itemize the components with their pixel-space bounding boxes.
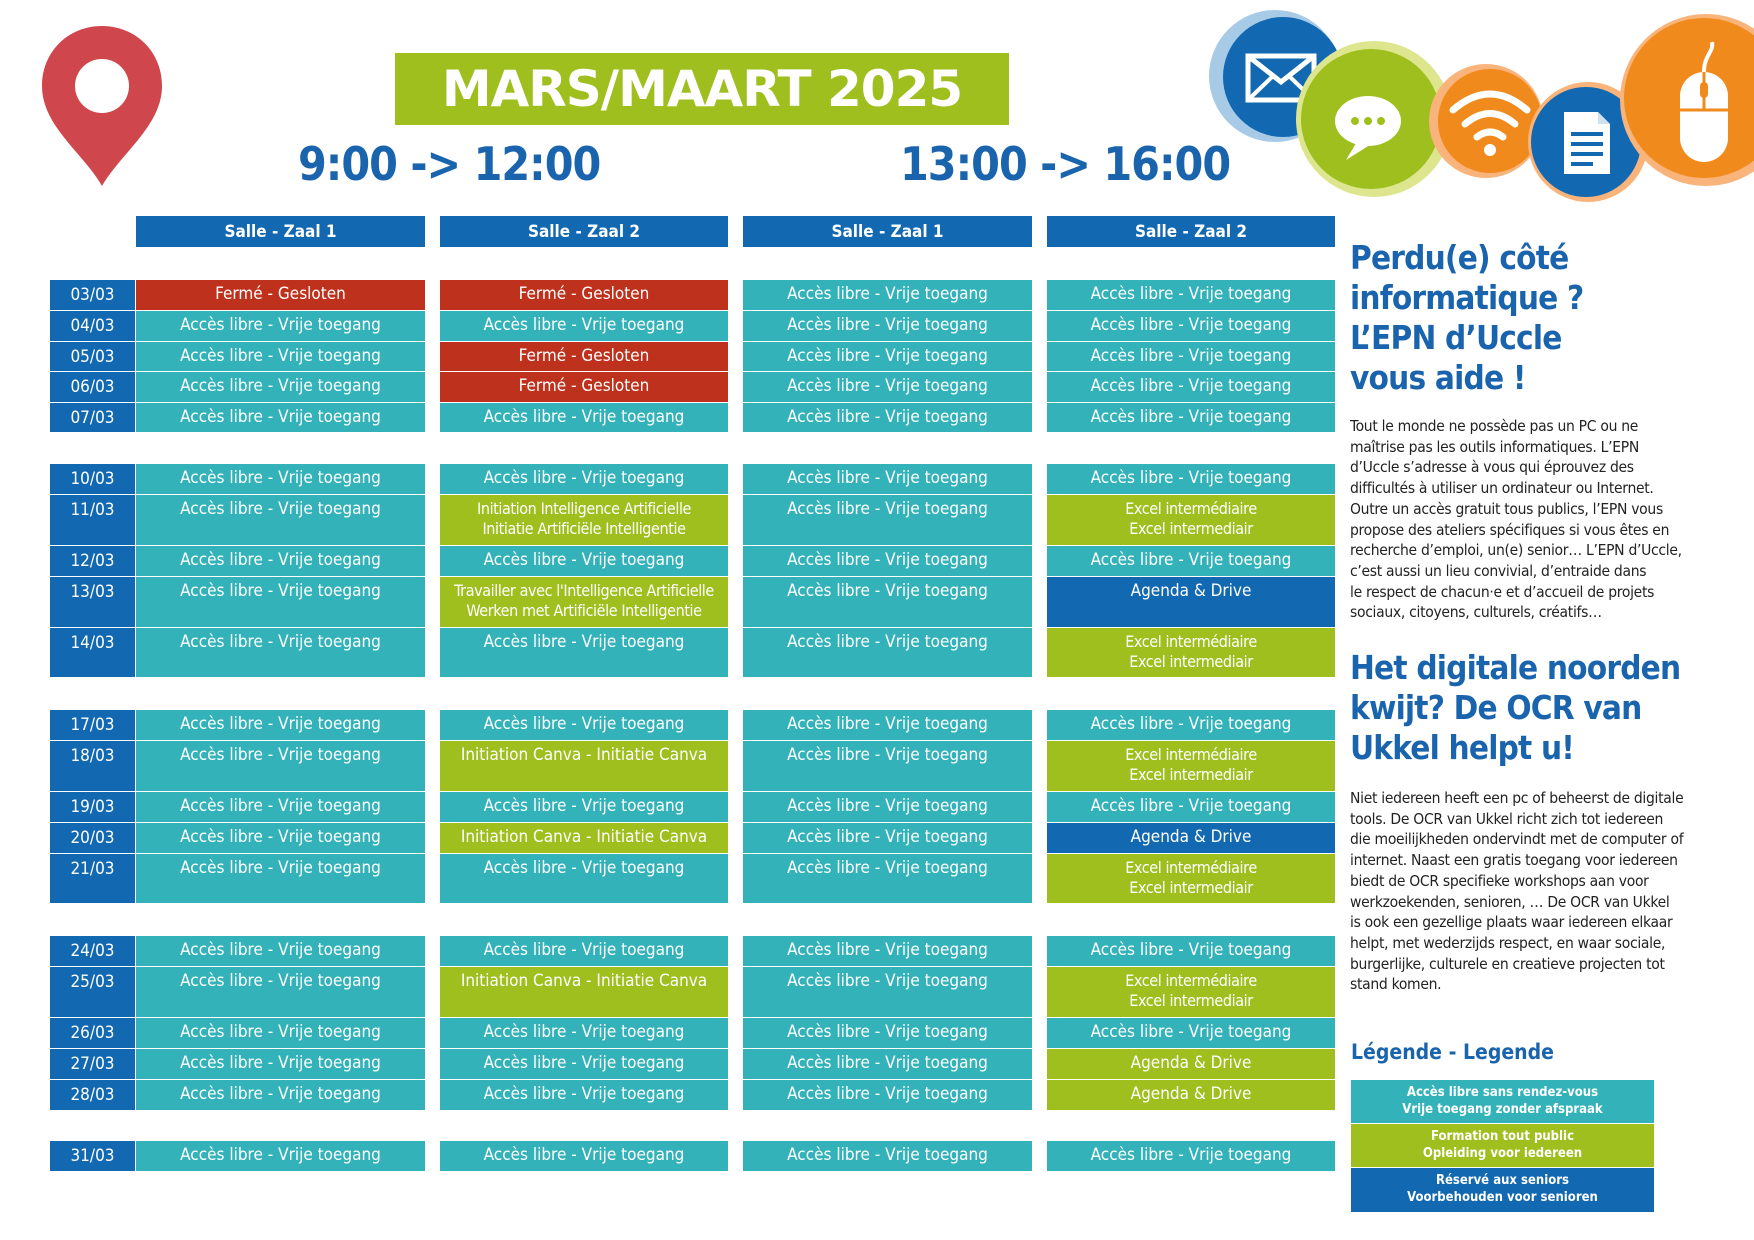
schedule-cell-libre xyxy=(743,710,1032,740)
schedule-cell-line: Excel intermédiaire xyxy=(1125,745,1257,764)
schedule-cell-line: Accès libre - Vrije toegang xyxy=(180,714,381,734)
schedule-cell-libre xyxy=(1047,936,1335,966)
info-fr-line: d’Uccle s’adresse à vous qui éprouvez des xyxy=(1350,458,1634,477)
schedule-cell-line: Accès libre - Vrije toegang xyxy=(180,858,381,878)
page-title: MARS/MAART 2025 xyxy=(395,53,1009,125)
schedule-cell-line: Accès libre - Vrije toegang xyxy=(787,745,988,765)
schedule-cell-libre xyxy=(136,936,425,966)
info-nl-line: is ook een gezellige plaats waar iedereen elkaar xyxy=(1350,913,1673,932)
schedule-cell-libre xyxy=(136,311,425,341)
date-cell: 07/03 xyxy=(50,403,135,432)
schedule-cell-libre xyxy=(440,311,728,341)
schedule-cell-libre xyxy=(743,854,1032,903)
schedule-cell-libre xyxy=(440,1018,728,1048)
schedule-cell-line: Accès libre - Vrije toegang xyxy=(1090,940,1292,960)
schedule-cell-libre xyxy=(743,546,1032,576)
info-nl-heading-line: Ukkel helpt u! xyxy=(1350,728,1575,767)
schedule-cell-formation xyxy=(440,823,728,853)
schedule-cell-line: Fermé - Gesloten xyxy=(518,284,650,304)
schedule-cell-libre xyxy=(136,854,425,903)
legend-libre-line1: Accès libre sans rendez-vous xyxy=(1406,1085,1599,1100)
info-fr-heading-line: informatique ? xyxy=(1350,278,1584,317)
schedule-cell-formation xyxy=(1047,741,1335,791)
schedule-cell-line: Werken met Artificiële Intelligentie xyxy=(466,601,702,620)
schedule-cell-line: Accès libre - Vrije toegang xyxy=(787,858,988,878)
schedule-cell-line: Agenda & Drive xyxy=(1130,1053,1252,1073)
schedule-cell-libre xyxy=(743,495,1032,545)
speech-bubble-icon xyxy=(1296,41,1452,197)
schedule-cell-line: Accès libre - Vrije toegang xyxy=(787,581,988,601)
column-header-morning-room2: Salle - Zaal 2 xyxy=(440,216,728,247)
schedule-cell-libre xyxy=(1047,403,1335,432)
schedule-cell-libre xyxy=(440,1049,728,1079)
info-fr-line: Outre un accès gratuit tous publics, l’EPN vous xyxy=(1350,499,1663,518)
schedule-cell-line: Accès libre - Vrije toegang xyxy=(1090,468,1292,488)
schedule-cell-line: Accès libre - Vrije toegang xyxy=(180,796,381,816)
schedule-cell-line: Accès libre - Vrije toegang xyxy=(787,346,988,366)
schedule-cell-formation xyxy=(440,495,728,545)
schedule-cell-libre xyxy=(1047,792,1335,822)
legend-libre-line2: Vrije toegang zonder afspraak xyxy=(1402,1102,1603,1117)
schedule-cell-line: Excel intermediair xyxy=(1129,991,1253,1010)
schedule-cell-line: Excel intermédiaire xyxy=(1125,858,1257,877)
date-cell: 11/03 xyxy=(50,495,135,545)
schedule-cell-line: Agenda & Drive xyxy=(1130,827,1252,847)
schedule-cell-libre xyxy=(136,372,425,402)
schedule-cell-formation xyxy=(1047,1080,1335,1110)
schedule-cell-line: Initiation Canva - Initiatie Canva xyxy=(460,971,708,991)
schedule-cell-libre xyxy=(440,1141,728,1171)
schedule-cell-line: Fermé - Gesloten xyxy=(518,376,650,396)
info-nl-heading-line: Het digitale noorden xyxy=(1350,648,1681,687)
info-fr-heading-line: vous aide ! xyxy=(1350,358,1526,397)
schedule-cell-line: Excel intermediair xyxy=(1129,878,1253,897)
date-cell: 03/03 xyxy=(50,280,135,310)
schedule-cell-formation xyxy=(440,741,728,791)
info-nl-heading-line: kwijt? De OCR van xyxy=(1350,688,1642,727)
schedule-cell-libre xyxy=(743,311,1032,341)
info-fr-line: maîtrise pas les outils informatiques. L’EPN xyxy=(1350,437,1639,456)
schedule-cell-libre xyxy=(136,628,425,677)
legend-formation-line2: Opleiding voor iedereen xyxy=(1422,1146,1583,1161)
date-cell: 24/03 xyxy=(50,936,135,966)
schedule-cell-libre xyxy=(136,495,425,545)
schedule-cell-libre xyxy=(136,1049,425,1079)
schedule-cell-line: Accès libre - Vrije toegang xyxy=(180,407,381,427)
wifi-icon xyxy=(1429,64,1543,178)
info-fr-heading xyxy=(1350,238,1720,398)
schedule-cell-line: Accès libre - Vrije toegang xyxy=(180,940,381,960)
date-cell: 25/03 xyxy=(50,967,135,1017)
date-cell: 04/03 xyxy=(50,311,135,341)
schedule-cell-libre xyxy=(136,1141,425,1171)
schedule-cell-line: Accès libre - Vrije toegang xyxy=(180,376,381,396)
schedule-cell-line: Excel intermediair xyxy=(1129,765,1253,784)
schedule-cell-line: Accès libre - Vrije toegang xyxy=(180,1084,381,1104)
schedule-cell-line: Accès libre - Vrije toegang xyxy=(483,1053,685,1073)
schedule-cell-line: Accès libre - Vrije toegang xyxy=(787,827,988,847)
schedule-cell-line: Accès libre - Vrije toegang xyxy=(787,796,988,816)
schedule-cell-libre xyxy=(1047,546,1335,576)
schedule-cell-libre xyxy=(743,1018,1032,1048)
info-fr-section xyxy=(1350,238,1720,623)
info-fr-line: difficultés à utiliser un ordinateur ou Internet. xyxy=(1350,479,1654,498)
schedule-cell-line: Accès libre - Vrije toegang xyxy=(787,1022,988,1042)
schedule-cell-line: Accès libre - Vrije toegang xyxy=(787,376,988,396)
date-cell: 19/03 xyxy=(50,792,135,822)
schedule-cell-libre xyxy=(440,710,728,740)
legend-senior-line2: Voorbehouden voor senioren xyxy=(1407,1190,1598,1205)
schedule-cell-libre xyxy=(743,741,1032,791)
schedule-cell-line: Accès libre - Vrije toegang xyxy=(483,796,685,816)
schedule-cell-line: Accès libre - Vrije toegang xyxy=(180,632,381,652)
date-cell: 21/03 xyxy=(50,854,135,903)
schedule-cell-libre xyxy=(440,854,728,903)
schedule-cell-libre xyxy=(743,464,1032,494)
schedule-cell-libre xyxy=(440,1080,728,1110)
schedule-cell-libre xyxy=(136,710,425,740)
schedule-cell-libre xyxy=(743,372,1032,402)
schedule-cell-libre xyxy=(440,546,728,576)
schedule-cell-line: Accès libre - Vrije toegang xyxy=(180,827,381,847)
schedule-cell-formation xyxy=(440,967,728,1017)
schedule-cell-senior xyxy=(1047,823,1335,853)
date-cell: 06/03 xyxy=(50,372,135,402)
schedule-cell-line: Fermé - Gesloten xyxy=(518,346,650,366)
info-nl-line: burgerlijke, culturele en creatieve projecten tot xyxy=(1350,954,1665,973)
date-cell: 28/03 xyxy=(50,1080,135,1110)
schedule-cell-libre xyxy=(743,280,1032,310)
info-fr-line: propose des ateliers spécifiques si vous êtes en xyxy=(1350,520,1670,539)
schedule-cell-libre xyxy=(743,792,1032,822)
schedule-cell-line: Accès libre - Vrije toegang xyxy=(787,632,988,652)
schedule-cell-line: Initiation Intelligence Artificielle xyxy=(477,499,691,518)
schedule-cell-closed xyxy=(440,280,728,310)
schedule-cell-line: Accès libre - Vrije toegang xyxy=(787,468,988,488)
schedule-cell-line: Accès libre - Vrije toegang xyxy=(1090,550,1292,570)
legend-formation-line1: Formation tout public xyxy=(1430,1129,1574,1144)
schedule-cell-line: Excel intermédiaire xyxy=(1125,499,1257,518)
date-cell: 27/03 xyxy=(50,1049,135,1079)
schedule-cell-line: Accès libre - Vrije toegang xyxy=(180,499,381,519)
info-fr-heading-line: Perdu(e) côté xyxy=(1350,238,1569,277)
column-header-afternoon-room2: Salle - Zaal 2 xyxy=(1047,216,1335,247)
date-cell: 14/03 xyxy=(50,628,135,677)
schedule-cell-line: Fermé - Gesloten xyxy=(215,284,346,304)
info-nl-paragraph xyxy=(1350,788,1720,995)
morning-time-range: 9:00 -> 12:00 xyxy=(298,137,601,191)
contact-icons-cluster xyxy=(1208,0,1754,210)
schedule-cell-libre xyxy=(136,792,425,822)
schedule-cell-line: Initiation Canva - Initiatie Canva xyxy=(460,745,708,765)
schedule-cell-line: Accès libre - Vrije toegang xyxy=(787,940,988,960)
date-cell: 13/03 xyxy=(50,577,135,627)
schedule-cell-line: Accès libre - Vrije toegang xyxy=(787,1053,988,1073)
schedule-cell-line: Accès libre - Vrije toegang xyxy=(787,284,988,304)
schedule-cell-line: Excel intermediair xyxy=(1129,652,1253,671)
info-nl-heading xyxy=(1350,648,1720,768)
schedule-cell-line: Accès libre - Vrije toegang xyxy=(180,1022,381,1042)
schedule-cell-line: Accès libre - Vrije toegang xyxy=(787,971,988,991)
schedule-cell-libre xyxy=(136,741,425,791)
info-nl-line: stand komen. xyxy=(1350,975,1442,994)
schedule-cell-formation xyxy=(1047,854,1335,903)
schedule-cell-line: Accès libre - Vrije toegang xyxy=(787,714,988,734)
afternoon-time-range: 13:00 -> 16:00 xyxy=(900,137,1231,191)
schedule-cell-line: Agenda & Drive xyxy=(1130,1084,1252,1104)
schedule-cell-line: Travailler avec l'Intelligence Artificielle xyxy=(454,581,714,600)
schedule-cell-line: Accès libre - Vrije toegang xyxy=(1090,714,1292,734)
schedule-cell-line: Accès libre - Vrije toegang xyxy=(483,550,685,570)
date-cell: 20/03 xyxy=(50,823,135,853)
schedule-cell-libre xyxy=(136,577,425,627)
date-cell: 26/03 xyxy=(50,1018,135,1048)
schedule-cell-libre xyxy=(1047,311,1335,341)
schedule-cell-line: Excel intermediair xyxy=(1129,519,1253,538)
schedule-cell-libre xyxy=(743,1080,1032,1110)
schedule-cell-libre xyxy=(136,1018,425,1048)
schedule-cell-line: Accès libre - Vrije toegang xyxy=(483,1022,685,1042)
schedule-cell-libre xyxy=(1047,342,1335,371)
info-fr-line: le respect de chacun·e et d’accueil de projets xyxy=(1350,582,1655,601)
info-nl-line: internet. Naast een gratis toegang voor iedereen xyxy=(1350,851,1678,870)
schedule-cell-line: Accès libre - Vrije toegang xyxy=(1090,284,1292,304)
info-fr-paragraph xyxy=(1350,416,1720,623)
schedule-cell-libre xyxy=(440,936,728,966)
schedule-cell-libre xyxy=(743,403,1032,432)
date-cell: 10/03 xyxy=(50,464,135,494)
schedule-cell-line: Accès libre - Vrije toegang xyxy=(787,1145,988,1165)
schedule-cell-line: Accès libre - Vrije toegang xyxy=(1090,346,1292,366)
info-nl-line: helpt, met wederzijds respect, en waar sociale, xyxy=(1350,933,1666,952)
schedule-cell-line: Accès libre - Vrije toegang xyxy=(180,971,381,991)
location-pin-icon xyxy=(42,26,162,188)
schedule-cell-line: Initiation Canva - Initiatie Canva xyxy=(460,827,708,847)
schedule-cell-line: Accès libre - Vrije toegang xyxy=(787,550,988,570)
schedule-cell-line: Accès libre - Vrije toegang xyxy=(483,632,685,652)
legend-title: Légende - Legende xyxy=(1351,1040,1554,1064)
schedule-cell-line: Accès libre - Vrije toegang xyxy=(180,346,381,366)
column-header-morning-room1: Salle - Zaal 1 xyxy=(136,216,425,247)
info-fr-heading-line: L’EPN d’Uccle xyxy=(1350,318,1562,357)
schedule-cell-line: Accès libre - Vrije toegang xyxy=(1090,407,1292,427)
schedule-cell-line: Accès libre - Vrije toegang xyxy=(483,407,685,427)
schedule-cell-closed xyxy=(136,280,425,310)
schedule-cell-line: Accès libre - Vrije toegang xyxy=(180,468,381,488)
schedule-cell-line: Accès libre - Vrije toegang xyxy=(180,1145,381,1165)
date-cell: 18/03 xyxy=(50,741,135,791)
info-fr-line: c’est aussi un lieu convivial, d’entraide dans xyxy=(1350,561,1647,580)
legend-senior-line1: Réservé aux seniors xyxy=(1435,1173,1570,1188)
schedule-cell-line: Accès libre - Vrije toegang xyxy=(483,714,685,734)
schedule-cell-line: Accès libre - Vrije toegang xyxy=(1090,376,1292,396)
schedule-cell-libre xyxy=(136,464,425,494)
schedule-cell-libre xyxy=(440,403,728,432)
legend-item-libre xyxy=(1351,1080,1654,1123)
schedule-cell-line: Accès libre - Vrije toegang xyxy=(483,858,685,878)
schedule-cell-formation xyxy=(440,577,728,627)
schedule-cell-line: Accès libre - Vrije toegang xyxy=(180,1053,381,1073)
schedule-cell-senior xyxy=(1047,577,1335,627)
info-nl-line: werkzoekenden, senioren, … De OCR van Ukkel xyxy=(1350,892,1670,911)
info-fr-line: sociaux, citoyens, culturels, créatifs… xyxy=(1350,603,1602,622)
schedule-cell-libre xyxy=(1047,710,1335,740)
schedule-cell-line: Accès libre - Vrije toegang xyxy=(180,550,381,570)
schedule-cell-libre xyxy=(743,628,1032,677)
schedule-cell-line: Accès libre - Vrije toegang xyxy=(787,407,988,427)
schedule-cell-line: Excel intermédiaire xyxy=(1125,632,1257,651)
schedule-cell-libre xyxy=(136,823,425,853)
schedule-cell-line: Accès libre - Vrije toegang xyxy=(483,315,685,335)
schedule-cell-libre xyxy=(1047,1018,1335,1048)
info-fr-line: recherche d’emploi, un(e) senior… L’EPN d’Uccle, xyxy=(1350,541,1682,560)
date-cell: 05/03 xyxy=(50,342,135,371)
schedule-cell-formation xyxy=(1047,1049,1335,1079)
schedule-cell-line: Accès libre - Vrije toegang xyxy=(180,745,381,765)
column-header-afternoon-room1: Salle - Zaal 1 xyxy=(743,216,1032,247)
info-fr-line: Tout le monde ne possède pas un PC ou ne xyxy=(1350,417,1639,435)
schedule-cell-libre xyxy=(743,823,1032,853)
schedule-cell-libre xyxy=(743,1049,1032,1079)
schedule-cell-line: Accès libre - Vrije toegang xyxy=(1090,315,1292,335)
schedule-cell-line: Accès libre - Vrije toegang xyxy=(787,315,988,335)
legend-item-senior xyxy=(1351,1168,1654,1212)
info-nl-line: tools. De OCR van Ukkel richt zich tot iedereen xyxy=(1350,809,1664,828)
schedule-cell-libre xyxy=(1047,372,1335,402)
schedule-cell-formation xyxy=(1047,495,1335,545)
schedule-cell-libre xyxy=(136,967,425,1017)
schedule-cell-libre xyxy=(1047,280,1335,310)
schedule-cell-closed xyxy=(440,342,728,371)
info-nl-line: die moeilijkheden ondervindt met de computer of xyxy=(1350,830,1684,849)
schedule-cell-libre xyxy=(743,1141,1032,1171)
schedule-cell-libre xyxy=(1047,464,1335,494)
schedule-cell-libre xyxy=(743,967,1032,1017)
schedule-cell-libre xyxy=(743,342,1032,371)
schedule-cell-libre xyxy=(743,936,1032,966)
schedule-cell-libre xyxy=(1047,1141,1335,1171)
schedule-cell-libre xyxy=(440,464,728,494)
schedule-cell-line: Agenda & Drive xyxy=(1130,581,1252,601)
schedule-cell-line: Excel intermédiaire xyxy=(1125,971,1257,990)
date-cell: 31/03 xyxy=(50,1141,135,1171)
schedule-cell-line: Accès libre - Vrije toegang xyxy=(1090,1145,1292,1165)
schedule-cell-line: Accès libre - Vrije toegang xyxy=(180,581,381,601)
info-nl-line: Niet iedereen heeft een pc of beheerst de digitale xyxy=(1350,789,1684,807)
schedule-cell-line: Accès libre - Vrije toegang xyxy=(483,1145,685,1165)
schedule-cell-libre xyxy=(743,577,1032,627)
schedule-cell-formation xyxy=(1047,628,1335,677)
schedule-cell-libre xyxy=(440,792,728,822)
schedule-cell-line: Accès libre - Vrije toegang xyxy=(180,315,381,335)
schedule-cell-closed xyxy=(440,372,728,402)
info-nl-line: biedt de OCR specifieke workshops aan voor xyxy=(1350,871,1649,890)
schedule-cell-line: Accès libre - Vrije toegang xyxy=(787,499,988,519)
schedule-cell-line: Accès libre - Vrije toegang xyxy=(787,1084,988,1104)
schedule-cell-libre xyxy=(440,628,728,677)
schedule-cell-libre xyxy=(136,1080,425,1110)
schedule-cell-libre xyxy=(136,546,425,576)
schedule-cell-libre xyxy=(136,342,425,371)
legend-item-formation xyxy=(1351,1124,1654,1167)
schedule-cell-line: Accès libre - Vrije toegang xyxy=(483,940,685,960)
date-cell: 12/03 xyxy=(50,546,135,576)
schedule-cell-formation xyxy=(1047,967,1335,1017)
info-nl-section xyxy=(1350,648,1720,995)
schedule-cell-line: Accès libre - Vrije toegang xyxy=(1090,796,1292,816)
schedule-cell-line: Accès libre - Vrije toegang xyxy=(483,1084,685,1104)
schedule-cell-line: Accès libre - Vrije toegang xyxy=(1090,1022,1292,1042)
schedule-cell-line: Accès libre - Vrije toegang xyxy=(483,468,685,488)
date-cell: 17/03 xyxy=(50,710,135,740)
schedule-cell-libre xyxy=(136,403,425,432)
schedule-cell-line: Initiatie Artificiële Intelligentie xyxy=(482,519,686,538)
